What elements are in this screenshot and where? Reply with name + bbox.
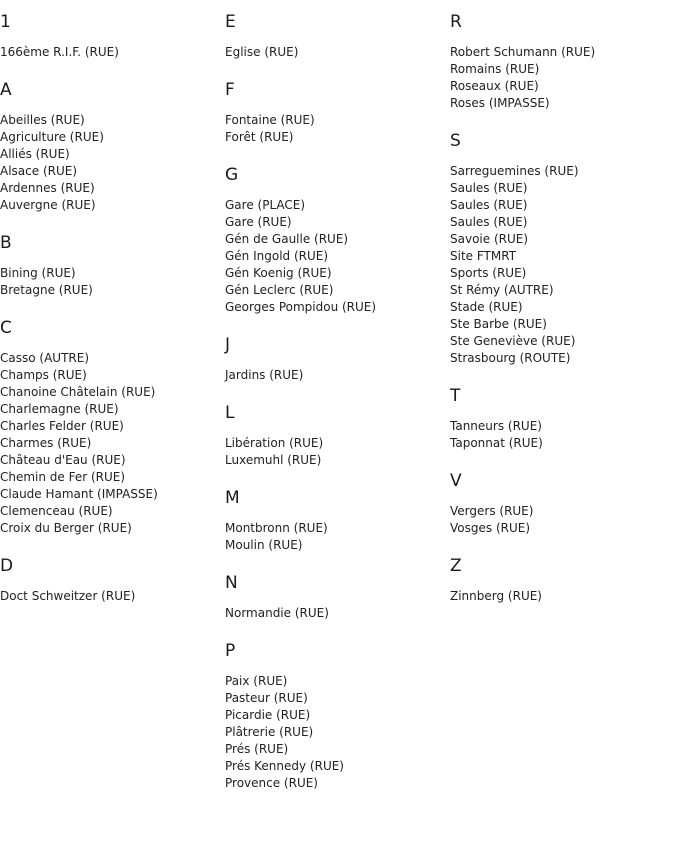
- street-link[interactable]: Ste Barbe (RUE): [450, 317, 547, 331]
- street-list: [450, 163, 670, 367]
- letter-group: [0, 316, 220, 537]
- street-link[interactable]: Robert Schumann (RUE): [450, 45, 596, 59]
- letter-group: [225, 571, 445, 622]
- letter-heading: B: [0, 233, 12, 253]
- letter-group: [450, 129, 670, 367]
- letter-heading: L: [225, 403, 235, 423]
- street-link[interactable]: Vergers (RUE): [450, 504, 534, 518]
- street-link[interactable]: Savoie (RUE): [450, 232, 529, 246]
- street-link[interactable]: Paix (RUE): [225, 674, 288, 688]
- street-link[interactable]: Taponnat (RUE): [450, 436, 543, 450]
- street-link[interactable]: Saules (RUE): [450, 181, 528, 195]
- letter-heading: R: [450, 12, 462, 32]
- street-list: [225, 520, 445, 554]
- letter-group: [225, 163, 445, 316]
- street-link[interactable]: Plâtrerie (RUE): [225, 725, 314, 739]
- letter-group: [225, 401, 445, 469]
- street-link[interactable]: Eglise (RUE): [225, 45, 299, 59]
- letter-heading: G: [225, 165, 239, 185]
- street-list: [225, 605, 445, 622]
- street-link[interactable]: Prés (RUE): [225, 742, 289, 756]
- street-link[interactable]: Croix du Berger (RUE): [0, 521, 132, 535]
- street-link[interactable]: Prés Kennedy (RUE): [225, 759, 344, 773]
- street-link[interactable]: Jardins (RUE): [225, 368, 304, 382]
- letter-heading: E: [225, 12, 236, 32]
- letter-heading: S: [450, 131, 461, 151]
- street-link[interactable]: Chemin de Fer (RUE): [0, 470, 126, 484]
- letter-group: [450, 469, 670, 537]
- street-link[interactable]: Château d'Eau (RUE): [0, 453, 126, 467]
- street-list: [0, 588, 220, 605]
- street-link[interactable]: Picardie (RUE): [225, 708, 311, 722]
- letter-group: [0, 78, 220, 214]
- street-link[interactable]: Site FTMRT: [450, 249, 517, 263]
- street-link[interactable]: Zinnberg (RUE): [450, 589, 542, 603]
- street-list: [225, 112, 445, 146]
- letter-group: [225, 78, 445, 146]
- letter-group: [0, 10, 220, 61]
- street-link[interactable]: Gare (PLACE): [225, 198, 306, 212]
- letter-heading: 1: [0, 12, 11, 32]
- letter-heading: J: [225, 335, 231, 355]
- street-link[interactable]: Sarreguemines (RUE): [450, 164, 579, 178]
- letter-heading: M: [225, 488, 240, 508]
- street-list: [225, 673, 445, 792]
- letter-heading: P: [225, 641, 236, 661]
- street-index-column-3: [450, 10, 670, 622]
- street-link[interactable]: Strasbourg (ROUTE): [450, 351, 571, 365]
- street-link[interactable]: Charlemagne (RUE): [0, 402, 119, 416]
- letter-heading: A: [0, 80, 12, 100]
- street-link[interactable]: Moulin (RUE): [225, 538, 303, 552]
- street-link[interactable]: Charles Felder (RUE): [0, 419, 124, 433]
- letter-group: [225, 486, 445, 554]
- letter-heading: C: [0, 318, 12, 338]
- letter-group: [0, 231, 220, 299]
- street-link[interactable]: Ardennes (RUE): [0, 181, 95, 195]
- street-link[interactable]: Claude Hamant (IMPASSE): [0, 487, 158, 501]
- street-link[interactable]: Montbronn (RUE): [225, 521, 328, 535]
- street-link[interactable]: Luxemuhl (RUE): [225, 453, 322, 467]
- street-link[interactable]: Champs (RUE): [0, 368, 87, 382]
- street-link[interactable]: Chanoine Châtelain (RUE): [0, 385, 156, 399]
- street-link[interactable]: Tanneurs (RUE): [450, 419, 542, 433]
- letter-group: [225, 333, 445, 384]
- street-link[interactable]: Vosges (RUE): [450, 521, 531, 535]
- street-link[interactable]: Sports (RUE): [450, 266, 527, 280]
- street-list: [450, 588, 670, 605]
- street-link[interactable]: Provence (RUE): [225, 776, 318, 790]
- street-link[interactable]: Gén de Gaulle (RUE): [225, 232, 349, 246]
- letter-heading: F: [225, 80, 235, 100]
- street-link[interactable]: Charmes (RUE): [0, 436, 92, 450]
- street-link[interactable]: Pasteur (RUE): [225, 691, 308, 705]
- street-list: [450, 418, 670, 452]
- street-link[interactable]: Bining (RUE): [0, 266, 76, 280]
- letter-heading: V: [450, 471, 462, 491]
- street-list: [0, 112, 220, 214]
- street-link[interactable]: Gén Ingold (RUE): [225, 249, 329, 263]
- letter-group: [225, 639, 445, 792]
- street-link[interactable]: Agriculture (RUE): [0, 130, 104, 144]
- street-link[interactable]: Abeilles (RUE): [0, 113, 85, 127]
- street-list: [225, 435, 445, 469]
- street-link[interactable]: Auvergne (RUE): [0, 198, 96, 212]
- street-link[interactable]: Clemenceau (RUE): [0, 504, 113, 518]
- street-index-column-1: [0, 10, 220, 622]
- street-link[interactable]: Saules (RUE): [450, 198, 528, 212]
- street-link[interactable]: 166ème R.I.F. (RUE): [0, 45, 119, 59]
- letter-group: [450, 384, 670, 452]
- street-link[interactable]: Fontaine (RUE): [225, 113, 315, 127]
- letter-heading: D: [0, 556, 14, 576]
- street-link[interactable]: Saules (RUE): [450, 215, 528, 229]
- letter-group: [450, 10, 670, 112]
- street-list: [0, 44, 220, 61]
- street-link[interactable]: Doct Schweitzer (RUE): [0, 589, 136, 603]
- street-link[interactable]: Bretagne (RUE): [0, 283, 93, 297]
- letter-group: [0, 554, 220, 605]
- street-link[interactable]: Gare (RUE): [225, 215, 292, 229]
- letter-heading: T: [450, 386, 461, 406]
- street-link[interactable]: Alsace (RUE): [0, 164, 78, 178]
- letter-heading: N: [225, 573, 238, 593]
- street-list: [450, 503, 670, 537]
- street-list: [450, 44, 670, 112]
- letter-heading: Z: [450, 556, 462, 576]
- street-list: [225, 197, 445, 316]
- street-link[interactable]: Roseaux (RUE): [450, 79, 539, 93]
- street-link[interactable]: Stade (RUE): [450, 300, 523, 314]
- street-link[interactable]: Roses (IMPASSE): [450, 96, 550, 110]
- street-index-column-2: [225, 10, 445, 809]
- street-link[interactable]: Normandie (RUE): [225, 606, 329, 620]
- street-link[interactable]: Casso (AUTRE): [0, 351, 89, 365]
- street-link[interactable]: Forêt (RUE): [225, 130, 294, 144]
- street-link[interactable]: St Rémy (AUTRE): [450, 283, 554, 297]
- street-list: [225, 44, 445, 61]
- street-link[interactable]: Gén Koenig (RUE): [225, 266, 332, 280]
- street-link[interactable]: Georges Pompidou (RUE): [225, 300, 377, 314]
- street-link[interactable]: Gén Leclerc (RUE): [225, 283, 334, 297]
- street-link[interactable]: Libération (RUE): [225, 436, 324, 450]
- street-link[interactable]: Alliés (RUE): [0, 147, 70, 161]
- letter-group: [450, 554, 670, 605]
- street-list: [225, 367, 445, 384]
- street-list: [0, 350, 220, 537]
- street-list: [0, 265, 220, 299]
- letter-group: [225, 10, 445, 61]
- street-link[interactable]: Ste Geneviève (RUE): [450, 334, 576, 348]
- street-link[interactable]: Romains (RUE): [450, 62, 540, 76]
